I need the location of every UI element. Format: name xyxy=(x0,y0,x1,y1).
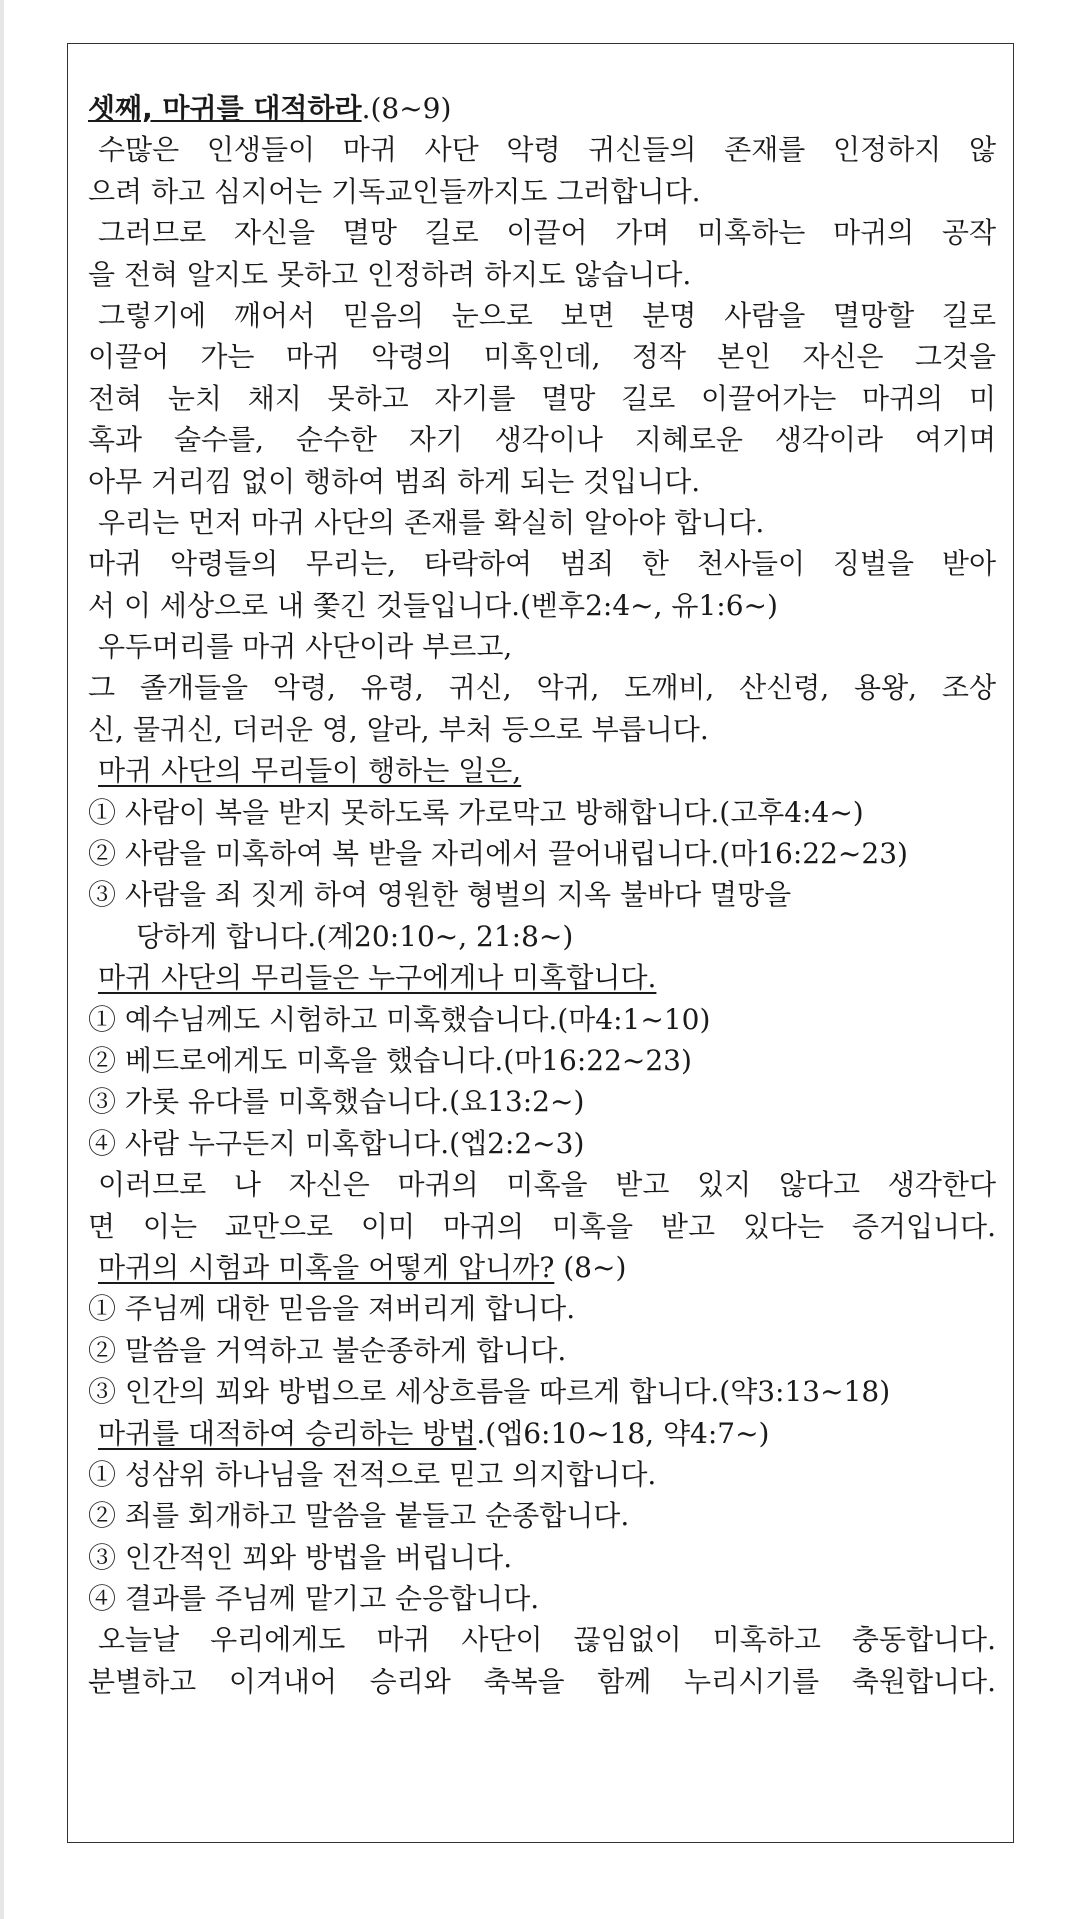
section2-title: 마귀 사단의 무리들은 누구에게나 미혹합니다. xyxy=(98,961,657,995)
text-line: 을 전혀 알지도 못하고 인정하려 하지도 않습니다. xyxy=(88,257,692,291)
list-item: ② 사람을 미혹하여 복 받을 자리에서 끌어내립니다.(마16:22~23) xyxy=(88,837,908,871)
text-line: 서 이 세상으로 내 쫓긴 것들입니다.(벧후2:4~, 유1:6~) xyxy=(88,588,778,622)
text-line: 우두머리를 마귀 사단이라 부르고, xyxy=(98,630,513,664)
section4-title: 마귀를 대적하여 승리하는 방법 xyxy=(98,1416,477,1450)
text-line: 마귀 악령들의 무리는, 타락하여 범죄 한 천사들이 징벌을 받아 xyxy=(88,547,996,581)
list-item: ② 베드로에게도 미혹을 했습니다.(마16:22~23) xyxy=(88,1043,692,1077)
text-line: 그렇기에 깨어서 믿음의 눈으로 보면 분명 사람을 멸망할 길로 xyxy=(98,298,996,332)
text-line: 아무 거리낌 없이 행하여 범죄 하게 되는 것입니다. xyxy=(88,464,701,498)
text-line: 전혀 눈치 채지 못하고 자기를 멸망 길로 이끌어가는 마귀의 미 xyxy=(88,381,996,415)
list-item-continuation: 당하게 합니다.(계20:10~, 21:8~) xyxy=(136,919,574,953)
text-line: 신, 물귀신, 더러운 영, 알라, 부처 등으로 부릅니다. xyxy=(88,712,709,746)
list-item: ④ 사람 누구든지 미혹합니다.(엡2:2~3) xyxy=(88,1126,585,1160)
heading-line xyxy=(88,88,996,129)
list-item: ② 죄를 회개하고 말씀을 붙들고 순종합니다. xyxy=(88,1499,630,1533)
heading-ref: .(8~9) xyxy=(361,92,452,125)
list-item: ③ 사람을 죄 짓게 하여 영원한 형벌의 지옥 불바다 멸망을 xyxy=(88,878,792,912)
section3-ref: (8~) xyxy=(554,1250,627,1284)
list-item: ③ 가롯 유다를 미혹했습니다.(요13:2~) xyxy=(88,1085,585,1119)
section4-ref: .(엡6:10~18, 약4:7~) xyxy=(476,1416,770,1450)
text-line: 분별하고 이겨내어 승리와 축복을 함께 누리시기를 축원합니다. xyxy=(88,1664,996,1698)
heading-title: 셋째, 마귀를 대적하라 xyxy=(88,92,362,125)
text-line: 혹과 술수를, 순수한 자기 생각이나 지혜로운 생각이라 여기며 xyxy=(88,423,996,457)
section-title xyxy=(88,957,996,998)
text-line: 이러므로 나 자신은 마귀의 미혹을 받고 있지 않다고 생각한다 xyxy=(98,1168,996,1202)
list-item: ① 주님께 대한 믿음을 져버리게 합니다. xyxy=(88,1292,576,1326)
text-line: 이끌어 가는 마귀 악령의 미혹인데, 정작 본인 자신은 그것을 xyxy=(88,340,996,374)
list-item: ④ 결과를 주님께 맡기고 순응합니다. xyxy=(88,1582,540,1616)
list-item: ③ 인간의 꾀와 방법으로 세상흐름을 따르게 합니다.(약3:13~18) xyxy=(88,1375,891,1409)
section-title xyxy=(88,750,996,791)
text-line: 우리는 먼저 마귀 사단의 존재를 확실히 알아야 합니다. xyxy=(98,505,765,539)
section-title xyxy=(88,1413,996,1454)
list-item: ① 성삼위 하나님을 전적으로 믿고 의지합니다. xyxy=(88,1457,657,1491)
text-line: 면 이는 교만으로 이미 마귀의 미혹을 받고 있다는 증거입니다. xyxy=(88,1209,996,1243)
text-line: 으려 하고 심지어는 기독교인들까지도 그러합니다. xyxy=(88,174,701,208)
list-item: ① 사람이 복을 받지 못하도록 가로막고 방해합니다.(고후4:4~) xyxy=(88,795,864,829)
text-line: 그러므로 자신을 멸망 길로 이끌어 가며 미혹하는 마귀의 공작 xyxy=(98,216,996,250)
page-edge xyxy=(0,0,4,1919)
list-item: ② 말씀을 거역하고 불순종하게 합니다. xyxy=(88,1333,567,1367)
section-title xyxy=(88,1247,996,1288)
text-line: 수많은 인생들이 마귀 사단 악령 귀신들의 존재를 인정하지 않 xyxy=(98,133,996,167)
text-line: 그 졸개들을 악령, 유령, 귀신, 악귀, 도깨비, 산신령, 용왕, 조상 xyxy=(88,671,996,705)
section1-title: 마귀 사단의 무리들이 행하는 일은, xyxy=(98,754,522,788)
text-line: 오늘날 우리에게도 마귀 사단이 끊임없이 미혹하고 충동합니다. xyxy=(98,1623,996,1657)
list-item: ① 예수님께도 시험하고 미혹했습니다.(마4:1~10) xyxy=(88,1002,711,1036)
list-item: ③ 인간적인 꾀와 방법을 버립니다. xyxy=(88,1540,513,1574)
section3-title: 마귀의 시험과 미혹을 어떻게 압니까? xyxy=(98,1250,555,1284)
document-body xyxy=(88,88,996,1702)
